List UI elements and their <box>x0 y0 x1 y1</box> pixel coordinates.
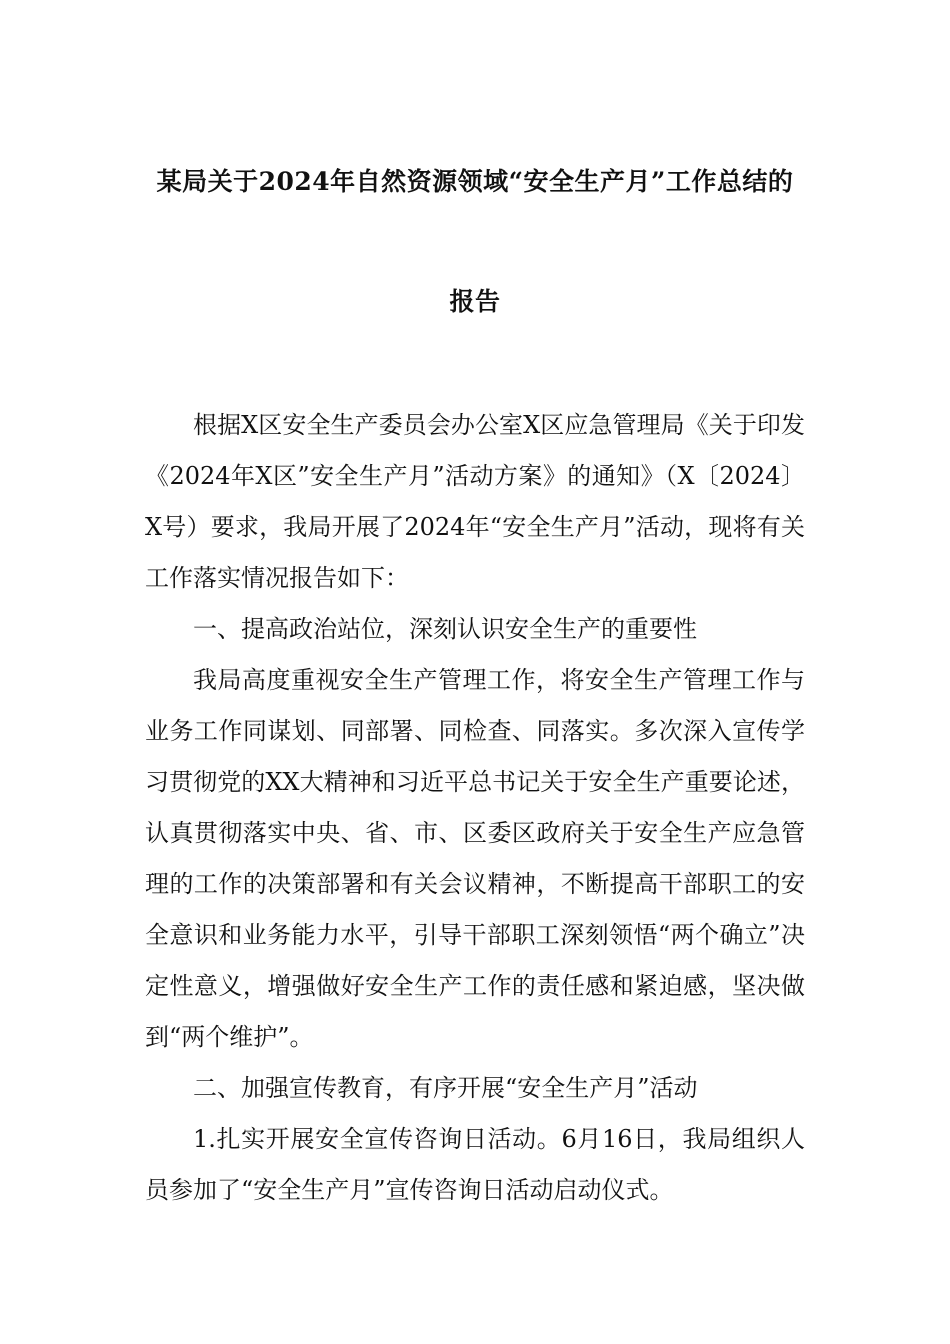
paragraph-intro: 根据X区安全生产委员会办公室X区应急管理局《关于印发《2024年X区”安全生产月”活动方案》的通知》（X〔2024〕X号）要求，我局开展了2024年“安全生产月”活动，现将有关工作落实情况报告如下： <box>145 411 805 592</box>
document-body <box>145 400 805 1216</box>
paragraph-section-1: 我局高度重视安全生产管理工作，将安全生产管理工作与业务工作同谋划、同部署、同检查、同落实。多次深入宣传学习贯彻党的XX大精神和习近平总书记关于安全生产重要论述，认真贯彻落实中央、省、市、区委区政府关于安全生产应急管理的工作的决策部署和有关会议精神，不断提高干部职工的安全意识和业务能力水平，引导干部职工深刻领悟“两个确立”决定性意义，增强做好安全生产工作的责任感和紧迫感，坚决做到“两个维护”。 <box>145 666 805 1051</box>
paragraph-item-1: 1.扎实开展安全宣传咨询日活动。6月16日，我局组织人员参加了“安全生产月”宣传咨询日活动启动仪式。 <box>145 1125 805 1204</box>
heading-section-1: 一、提高政治站位，深刻认识安全生产的重要性 <box>193 615 697 643</box>
document-title-line-1: 某局关于2024年自然资源领域“安全生产月”工作总结的 <box>156 167 794 196</box>
heading-section-2: 二、加强宣传教育，有序开展“安全生产月”活动 <box>193 1074 698 1102</box>
document-title-line-2: 报告 <box>449 287 501 316</box>
